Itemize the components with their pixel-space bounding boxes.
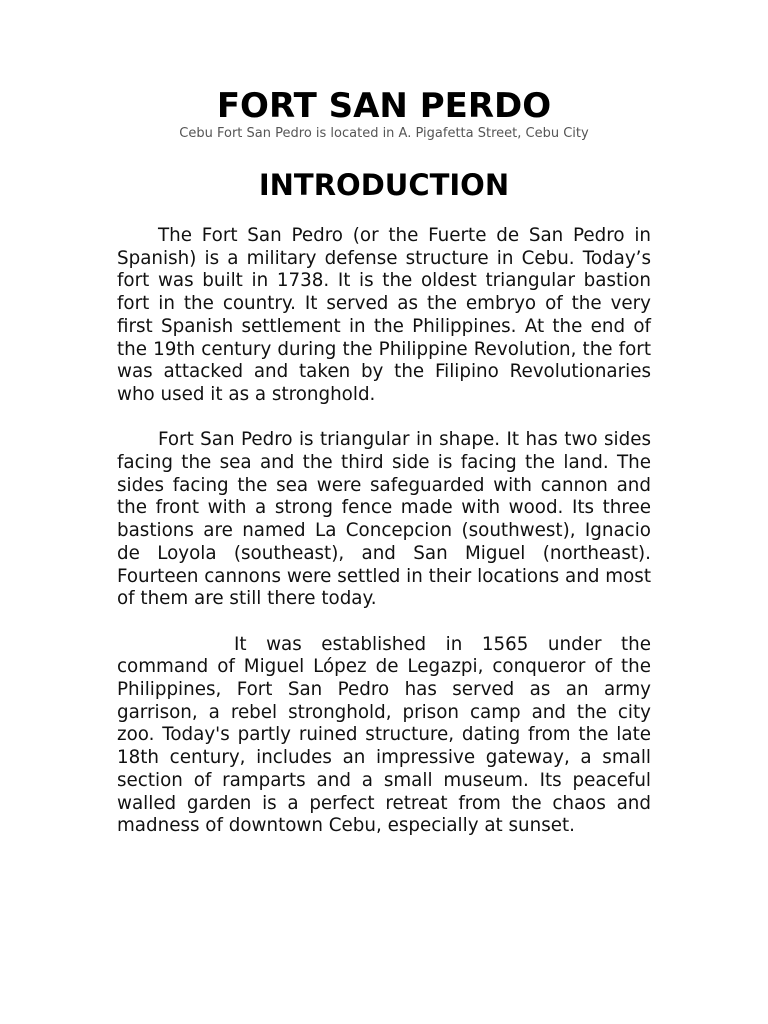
section-heading-introduction: INTRODUCTION	[258, 168, 510, 202]
document-subtitle: Cebu Fort San Pedro is located in A. Pigafetta Street, Cebu City	[179, 126, 589, 141]
paragraph-2: Fort San Pedro is triangular in shape. It has two sides facing the sea and the third side is facing the land. The sides facing the sea were safeguarded with cannon and the front with a strong fence made with wood. Its three bastions are named La Concepcion (southwest), Ignacio de Loyola (southeast), and San Miguel (northeast). Fourteen cannons were settled in their locations and most of them are still there today.	[117, 429, 651, 610]
paragraph-1: The Fort San Pedro (or the Fuerte de San Pedro in Spanish) is a military defense structure in Cebu. Today’s fort was built in 1738. It is the oldest triangular bastion fort in the country. It served as the embryo of the very first Spanish settlement in the Philippines. At the end of the 19th century during the Philippine Revolution, the fort was attacked and taken by the Filipino Revolutionaries who used it as a stronghold.	[117, 225, 651, 405]
paragraph-3: It was established in 1565 under the command of Miguel López de Legazpi, conqueror of the Philippines, Fort San Pedro has served as an army garrison, a rebel stronghold, prison camp and the city zoo. Today's partly ruined structure, dating from the late 18th century, includes an impressive gateway, a small section of ramparts and a small museum. Its peaceful walled garden is a perfect retreat from the chaos and madness of downtown Cebu, especially at sunset.	[117, 633, 651, 837]
body-text	[117, 225, 651, 861]
document-title: FORT SAN PERDO	[216, 86, 552, 126]
